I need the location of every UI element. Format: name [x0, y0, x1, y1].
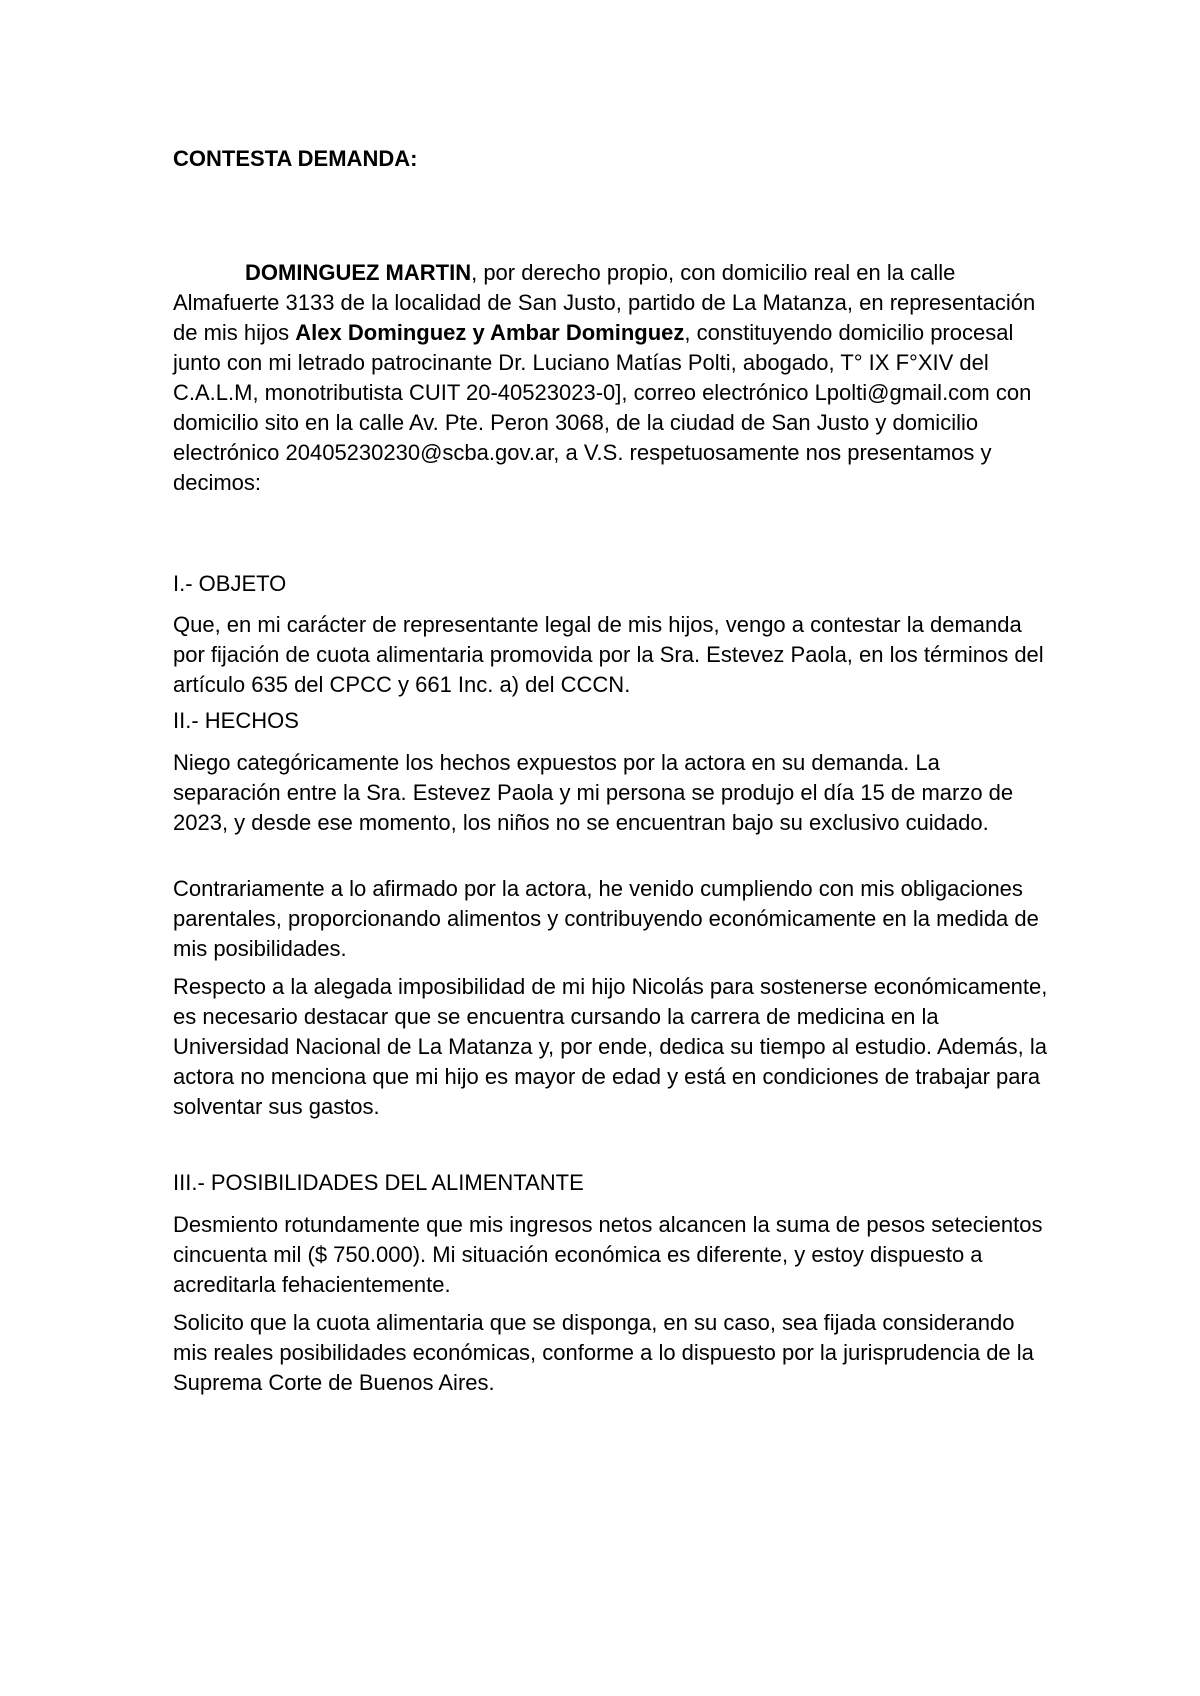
- paragraph-hechos-2: Contrariamente a lo afirmado por la actora, he venido cumpliendo con mis obligaciones parentales, proporcionando alimentos y contribuyendo económicamente en la medida de mis posibilidades.: [173, 876, 1039, 961]
- section-heading-objeto: I.- OBJETO: [173, 571, 287, 596]
- document-title: CONTESTA DEMANDA:: [173, 146, 418, 171]
- children-names: Alex Dominguez y Ambar Dominguez: [295, 320, 685, 345]
- paragraph-hechos-3: Respecto a la alegada imposibilidad de mi hijo Nicolás para sostenerse económicamente, es necesario destacar que se encuentra cursando la carrera de medicina en la Universidad Nacional de La Matanza y, por ende, dedica su tiempo al estudio. Además, la actora no menciona que mi hijo es mayor de edad y está en condiciones de trabajar para solventar sus gastos.: [173, 974, 1048, 1119]
- section-heading-hechos: II.- HECHOS: [173, 708, 299, 733]
- section-heading-posibilidades: III.- POSIBILIDADES DEL ALIMENTANTE: [173, 1170, 584, 1195]
- party-name: DOMINGUEZ MARTIN: [245, 260, 472, 285]
- intro-text-2: , constituyendo domicilio procesal junto con mi letrado patrocinante Dr. Luciano Matías Polti, abogado, T° IX F°XIV del C.A.L.M, monotributista CUIT 20-40523023-0], correo electrónico Lpolti@gmail.com con domicilio sito en la calle Av. Pte. Peron 3068, de la ciudad de San Justo y domicilio electrónico 20405230230@scba.gov.ar, a V.S. respetuosamente nos presentamos y decimos:: [173, 320, 1032, 495]
- paragraph-hechos-1: Niego categóricamente los hechos expuestos por la actora en su demanda. La separación entre la Sra. Estevez Paola y mi persona se produjo el día 15 de marzo de 2023, y desde ese momento, los niños no se encuentran bajo su exclusivo cuidado.: [173, 750, 1014, 835]
- intro-text-1: , por derecho propio, con domicilio real en la calle Almafuerte 3133 de la localidad de San Justo, partido de La Matanza, en representación de mis hijos: [173, 260, 1036, 345]
- paragraph-posibilidades-1: Desmiento rotundamente que mis ingresos netos alcancen la suma de pesos setecientos cincuenta mil ($ 750.000). Mi situación económica es diferente, y estoy dispuesto a acreditarla fehacientemente.: [173, 1212, 1043, 1297]
- intro-paragraph: [173, 258, 1048, 498]
- paragraph-posibilidades-2: Solicito que la cuota alimentaria que se disponga, en su caso, sea fijada considerando mis reales posibilidades económicas, conforme a lo dispuesto por la jurisprudencia de la Suprema Corte de Buenos Aires.: [173, 1310, 1034, 1395]
- paragraph-objeto-1: Que, en mi carácter de representante legal de mis hijos, vengo a contestar la demanda por fijación de cuota alimentaria promovida por la Sra. Estevez Paola, en los términos del artículo 635 del CPCC y 661 Inc. a) del CCCN.: [173, 612, 1044, 697]
